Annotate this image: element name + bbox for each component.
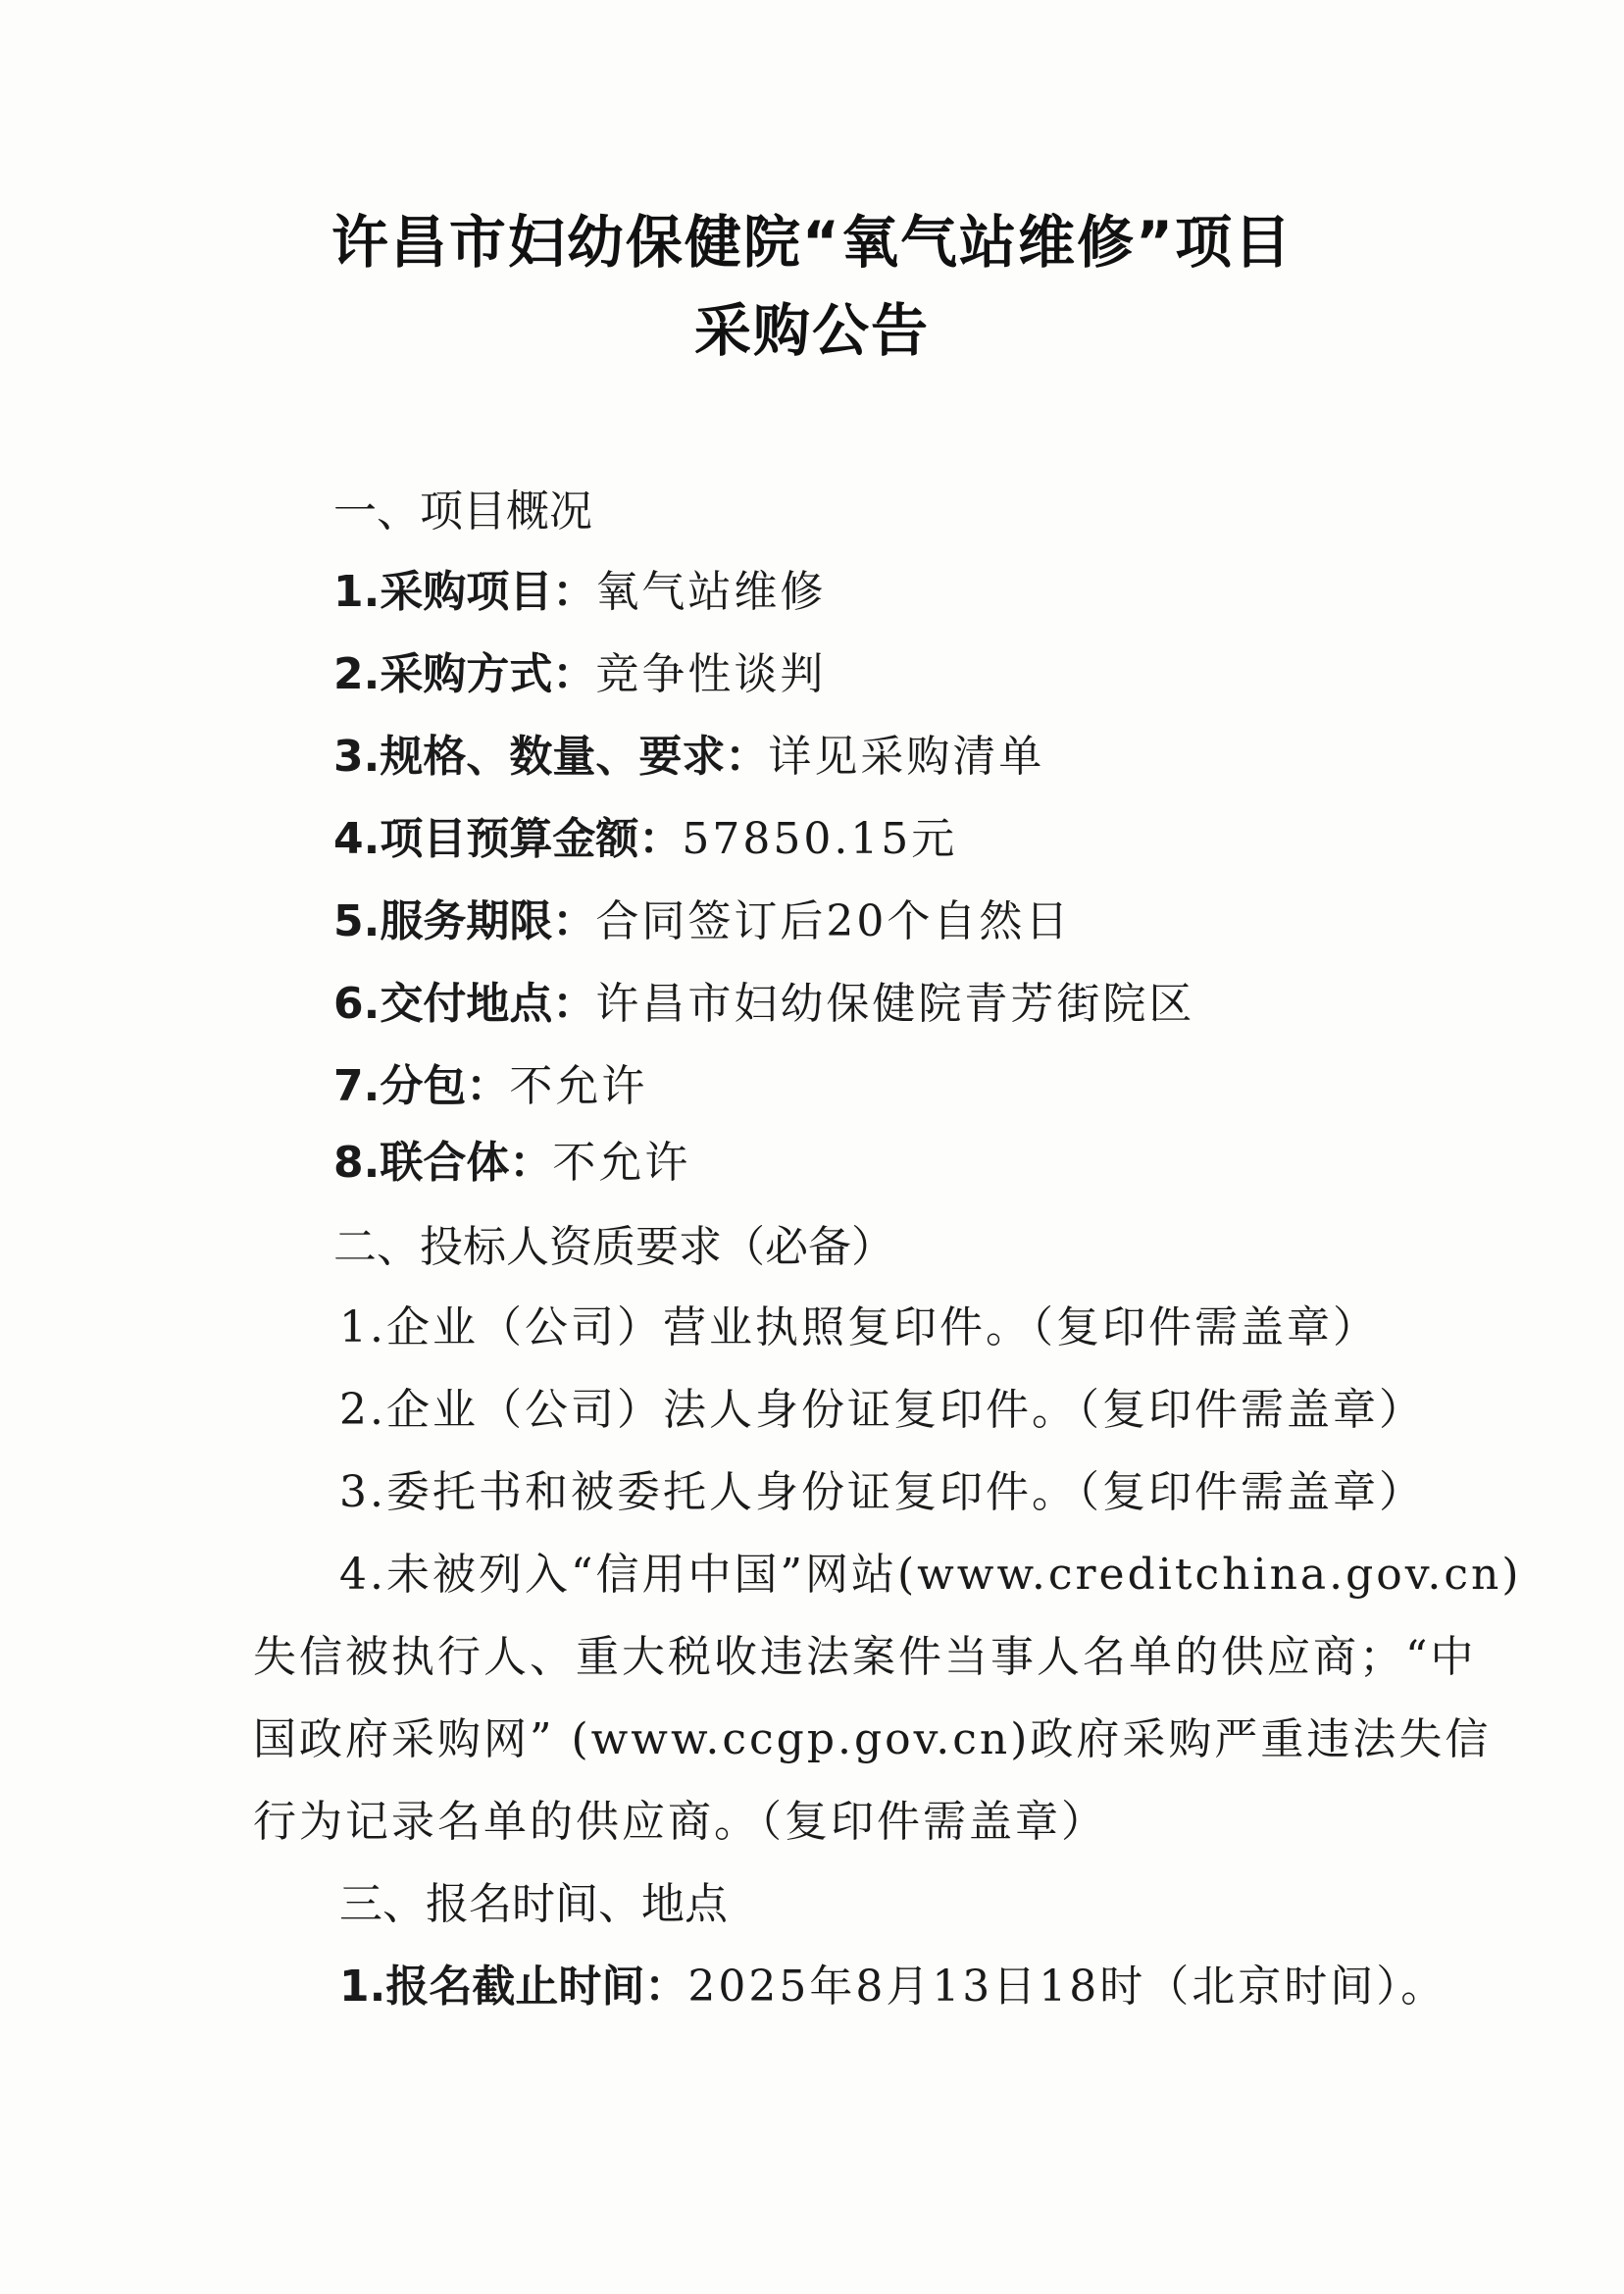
document-title-line2: 采购公告 xyxy=(693,297,930,364)
section2-heading: 二、投标人资质要求（必备） xyxy=(333,1222,894,1272)
item-label: 5.服务期限： xyxy=(333,896,596,946)
section2-item-4-line4: 行为记录名单的供应商。（复印件需盖章） xyxy=(253,1797,1107,1847)
section1-item-6 xyxy=(333,977,1194,1032)
item-value: 详见采购清单 xyxy=(768,732,1045,782)
item-label: 1.采购项目： xyxy=(333,567,596,617)
item-value: 竞争性谈判 xyxy=(595,649,827,699)
item-value: 57850.15元 xyxy=(682,814,958,864)
item-label: 3.规格、数量、要求： xyxy=(333,732,769,782)
section1-item-5 xyxy=(333,894,1071,949)
section2-item-4-line3: 国政府采购网” (www.ccgp.gov.cn)政府采购严重违法失信 xyxy=(253,1714,1492,1764)
item-value: 氧气站维修 xyxy=(595,567,827,617)
section1-item-4 xyxy=(333,812,957,867)
item-value: 不允许 xyxy=(509,1061,648,1111)
section1-item-2 xyxy=(333,647,826,702)
section2-item-1: 1.企业（公司）营业执照复印件。（复印件需盖章） xyxy=(339,1302,1379,1352)
section1-item-3 xyxy=(333,730,1044,785)
document-title-line1: 许昌市妇幼保健院“氧气站维修”项目 xyxy=(330,209,1294,276)
item-label: 2.采购方式： xyxy=(333,649,596,699)
section2-item-4-line1: 4.未被列入“信用中国”网站(www.creditchina.gov.cn) xyxy=(339,1550,1522,1600)
section2-item-4-line2: 失信被执行人、重大税收违法案件当事人名单的供应商；“中 xyxy=(253,1632,1477,1682)
section2-item-2: 2.企业（公司）法人身份证复印件。（复印件需盖章） xyxy=(339,1385,1425,1435)
section1-heading: 一、项目概况 xyxy=(333,486,592,536)
section1-item-1 xyxy=(333,565,826,620)
item-value: 不允许 xyxy=(552,1138,691,1188)
item-value: 合同签订后20个自然日 xyxy=(595,896,1072,946)
section3-item-1 xyxy=(339,1960,1446,2014)
item-value: 许昌市妇幼保健院青芳街院区 xyxy=(595,979,1195,1029)
section1-item-8 xyxy=(333,1136,690,1191)
item-label: 8.联合体： xyxy=(333,1138,553,1188)
item-label: 6.交付地点： xyxy=(333,979,596,1029)
section2-item-3: 3.委托书和被委托人身份证复印件。（复印件需盖章） xyxy=(339,1467,1425,1517)
item-label: 7.分包： xyxy=(333,1061,510,1111)
section3-heading: 三、报名时间、地点 xyxy=(339,1879,728,1929)
item-value: 2025年8月13日18时（北京时间）。 xyxy=(687,1962,1447,2012)
item-label: 4.项目预算金额： xyxy=(333,814,683,864)
item-label: 1.报名截止时间： xyxy=(339,1962,688,2012)
section1-item-7 xyxy=(333,1059,647,1114)
